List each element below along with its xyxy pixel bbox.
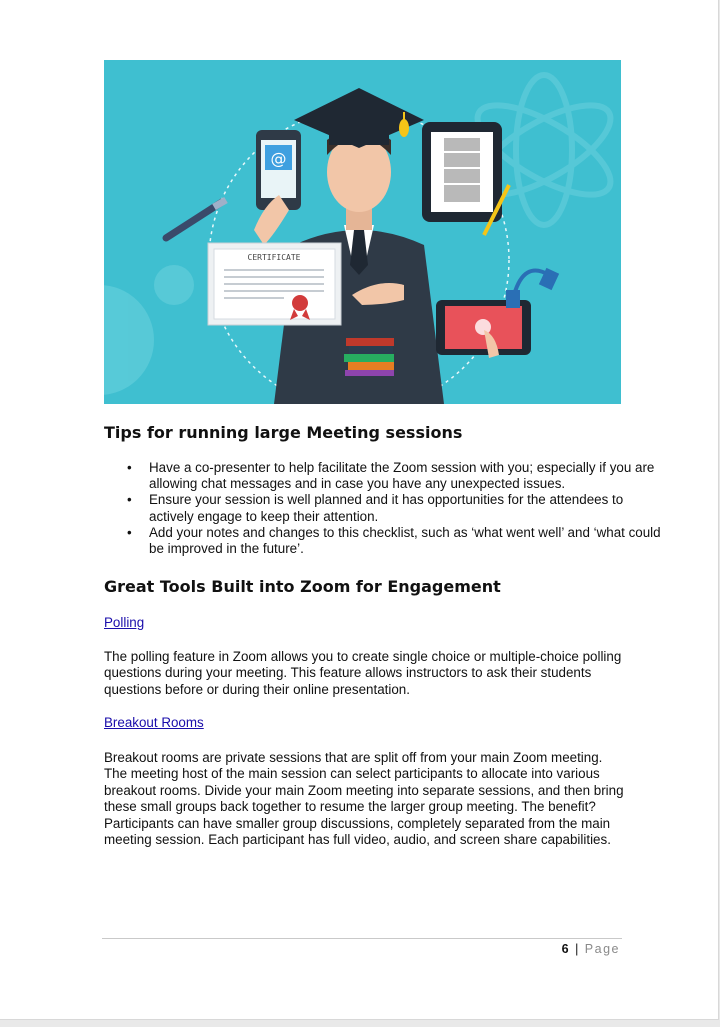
footer-divider — [102, 938, 622, 939]
hero-illustration — [104, 60, 621, 404]
certificate-icon — [208, 243, 341, 325]
page-word: Page — [584, 942, 620, 956]
tips-list — [104, 460, 669, 557]
breakout-paragraph: Breakout rooms are private sessions that are split off from your main Zoom meeting. The meeting host of the main session can select participants to allocate into various breakout rooms. Divide your main Zoom meeting into separate sessions, and then bring these small groups back together to resume the larger group meeting. The benefit? Participants can have smaller group discussions, completely separated from the main meeting session. Each participant has full video, audio, and screen share capabilities. — [104, 750, 624, 848]
tools-heading: Great Tools Built into Zoom for Engagement — [104, 577, 501, 596]
page-footer — [520, 942, 620, 956]
pen-icon — [166, 200, 226, 238]
svg-text:CERTIFICATE: CERTIFICATE — [247, 253, 301, 262]
tablet-icon — [422, 122, 502, 222]
video-phone-icon — [436, 300, 531, 358]
tip-item: • Ensure your session is well planned and it has opportunities for the attendees to actively engage to keep their attention. — [149, 492, 669, 524]
tip-item: • Have a co-presenter to help facilitate the Zoom session with you; especially if you are allowing chat messages and in case you have any unexpected issues. — [149, 460, 669, 492]
headphones-icon — [508, 271, 556, 307]
smartphone-icon — [254, 130, 301, 245]
page-number: 6 — [561, 942, 571, 956]
breakout-rooms-link[interactable]: Breakout Rooms — [104, 715, 204, 730]
polling-paragraph: The polling feature in Zoom allows you to create single choice or multiple-choice polling questions during your meeting. This feature allows instructors to ask their students questions before or during their online presentation. — [104, 649, 622, 697]
svg-text:@: @ — [270, 149, 287, 168]
footer-separator: | — [575, 942, 580, 956]
tips-heading: Tips for running large Meeting sessions — [104, 423, 463, 442]
books-icon — [344, 338, 394, 376]
gear-decoration-icon — [104, 265, 194, 395]
tip-item: • Add your notes and changes to this checklist, such as ‘what went well’ and ‘what could be improved in the future’. — [149, 525, 669, 557]
polling-link[interactable]: Polling — [104, 615, 145, 630]
